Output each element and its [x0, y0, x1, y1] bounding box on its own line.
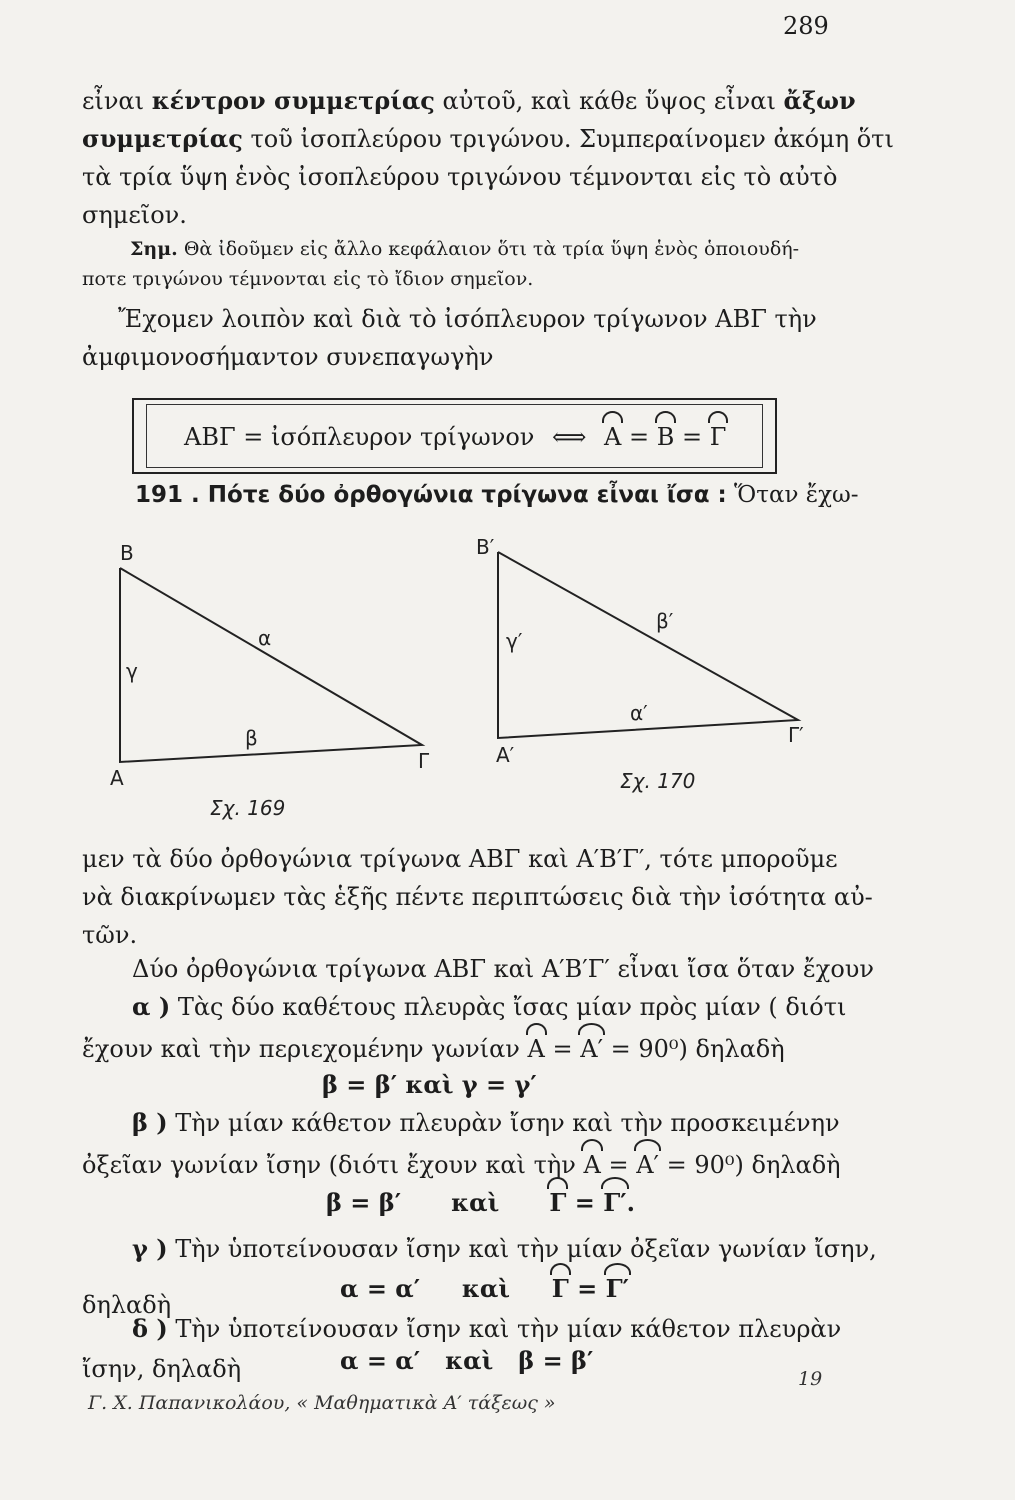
case-d-line2: α = α′ καὶ β = β′	[340, 1346, 594, 1375]
section-heading	[135, 482, 859, 508]
para4: Δύο ὀρθογώνια τρίγωνα ΑΒΓ καὶ Α′Β′Γ′ εἶναι ἴσα ὅταν ἔχουν	[132, 955, 874, 983]
figure-170-svg	[470, 530, 830, 800]
case-b-label: β )	[132, 1108, 168, 1137]
text: αὐτοῦ, καὶ κάθε ὕψος εἶναι	[434, 87, 784, 115]
case-d-line2-lead: ἴσην, δηλαδὴ	[82, 1355, 242, 1383]
equals: =	[621, 423, 657, 451]
case-c-line2	[340, 1272, 629, 1306]
vertex-b: Β	[120, 541, 134, 565]
case-a-label: α )	[132, 992, 171, 1021]
para1-line2	[82, 122, 894, 156]
angle-a-prime: Α′	[580, 1032, 603, 1066]
para1-line3: τὰ τρία ὕψη ἑνὸς ἰσοπλεύρου τριγώνου τέμνονται εἰς τὸ αὐτὸ	[82, 163, 838, 191]
text: ἔχουν καὶ τὴν περιεχομένην γωνίαν	[82, 1035, 528, 1063]
angle-g: Γ	[552, 1272, 569, 1306]
section-title: Πότε δύο ὀρθογώνια τρίγωνα εἶναι ἴσα :	[199, 482, 727, 508]
footer-signature: 19	[798, 1368, 823, 1390]
note-line2: ποτε τριγώνου τέμνονται εἰς τὸ ἴδιον σημεῖον.	[82, 268, 534, 290]
equals: =	[674, 423, 710, 451]
case-b-line2	[82, 1148, 841, 1182]
case-c-line2-lead: δηλαδὴ	[82, 1291, 172, 1319]
vertex-b-prime: Β′	[476, 535, 495, 559]
angle-a: Α	[528, 1032, 545, 1066]
equivalence-arrow: ⟺	[552, 423, 587, 451]
text: Θὰ ἰδοῦμεν εἰς ἄλλο κεφάλαιον ὅτι τὰ τρία ὕψη ἑνὸς ὁποιουδή-	[177, 238, 800, 260]
case-a-line1	[132, 990, 846, 1024]
angle-a-prime: Α′	[636, 1148, 659, 1182]
case-d-line1	[132, 1312, 841, 1346]
footer-author: Γ. Χ. Παπανικολάου, « Μαθηματικὰ Α′ τάξεως »	[88, 1392, 556, 1414]
angle-c: Γ	[710, 420, 727, 454]
para2-line1: Ἔχομεν λοιπὸν καὶ διὰ τὸ ἰσόπλευρον τρίγωνον ΑΒΓ τὴν	[118, 305, 817, 333]
text: α = α′ καὶ	[340, 1274, 552, 1303]
side-alpha-prime: α′	[630, 701, 648, 725]
triangle-169	[120, 568, 422, 762]
angle-g-prime: Γ′	[606, 1272, 629, 1306]
angle-a: Α	[583, 1148, 600, 1182]
case-d-label: δ )	[132, 1314, 168, 1343]
text: ὀξεῖαν γωνίαν ἴσην (διότι ἔχουν καὶ τὴν	[82, 1151, 584, 1179]
side-beta-prime: β′	[656, 609, 674, 633]
para1-line1	[82, 84, 856, 118]
equals: =	[544, 1035, 581, 1063]
text: = 90⁰) δηλαδὴ	[603, 1035, 785, 1063]
text: τοῦ ἰσοπλεύρου τριγώνου. Συμπεραίνομεν ἀκόμη ὅτι	[242, 125, 894, 153]
equals: =	[568, 1274, 606, 1303]
para1-line4: σημεῖον.	[82, 201, 187, 229]
side-gamma-prime: γ′	[506, 629, 523, 653]
period: .	[626, 1188, 635, 1217]
case-c-line1	[132, 1232, 877, 1266]
case-c-label: γ )	[132, 1234, 168, 1263]
case-b-line3	[326, 1186, 635, 1220]
section-continuation: Ὅταν ἔχω-	[726, 482, 859, 508]
bold-term: συμμετρίας	[82, 124, 243, 153]
case-b-line1	[132, 1106, 840, 1140]
side-gamma: γ	[126, 659, 138, 683]
side-beta: β	[245, 726, 258, 750]
text: = 90⁰) δηλαδὴ	[658, 1151, 841, 1179]
text: Τὴν μίαν κάθετον πλευρὰν ἴσην καὶ τὴν προσκειμένην	[167, 1109, 840, 1137]
page-number: 289	[783, 12, 829, 40]
para3-line3: τῶν.	[82, 921, 138, 949]
formula-box	[132, 398, 777, 474]
text: εἶναι	[82, 87, 152, 115]
text: Τὴν ὑποτείνουσαν ἴσην καὶ τὴν μίαν ὀξεῖαν γωνίαν ἴσην,	[167, 1235, 877, 1263]
side-alpha: α	[258, 626, 272, 650]
boxed-formula	[184, 420, 726, 454]
triangle-170	[498, 552, 798, 738]
equals: =	[600, 1151, 637, 1179]
case-a-line3: β = β′ καὶ γ = γ′	[322, 1070, 537, 1099]
para3-line1: μεν τὰ δύο ὀρθογώνια τρίγωνα ΑΒΓ καὶ Α′Β′Γ′, τότε μποροῦμε	[82, 845, 838, 873]
para3-line2: νὰ διακρίνωμεν τὰς ἑξῆς πέντε περιπτώσεις διὰ τὴν ἰσότητα αὐ-	[82, 883, 873, 911]
note-line1	[130, 236, 799, 262]
vertex-a-prime: Α′	[496, 743, 515, 767]
note-label: Σημ.	[130, 238, 178, 260]
angle-a: Α	[604, 420, 621, 454]
angle-b: Β	[657, 420, 675, 454]
vertex-a: Α	[110, 766, 124, 790]
case-a-line2	[82, 1032, 785, 1066]
text: Τὰς δύο καθέτους πλευρὰς ἴσας μίαν πρὸς μίαν ( διότι	[170, 993, 847, 1021]
text: β = β′ καὶ	[326, 1188, 550, 1217]
figure-169	[100, 540, 440, 830]
bold-term: ἄξων	[783, 86, 856, 115]
figure-170-caption: Σχ. 170	[620, 769, 696, 793]
section-number: 191 .	[135, 482, 200, 508]
formula-left: ΑΒΓ = ἰσόπλευρον τρίγωνον	[184, 423, 535, 451]
figure-169-svg	[100, 540, 440, 830]
para2-line2: ἀμφιμονοσήμαντον συνεπαγωγὴν	[82, 343, 494, 371]
equals: =	[566, 1188, 604, 1217]
vertex-g-prime: Γ′	[788, 723, 804, 747]
vertex-g: Γ	[418, 749, 430, 773]
figure-170	[470, 530, 830, 800]
text: Τὴν ὑποτείνουσαν ἴσην καὶ τὴν μίαν κάθετον πλευρὰν	[167, 1315, 842, 1343]
angle-g-prime: Γ′	[603, 1186, 626, 1220]
bold-term: κέντρον συμμετρίας	[151, 86, 435, 115]
figure-169-caption: Σχ. 169	[210, 796, 286, 820]
angle-g: Γ	[549, 1186, 566, 1220]
